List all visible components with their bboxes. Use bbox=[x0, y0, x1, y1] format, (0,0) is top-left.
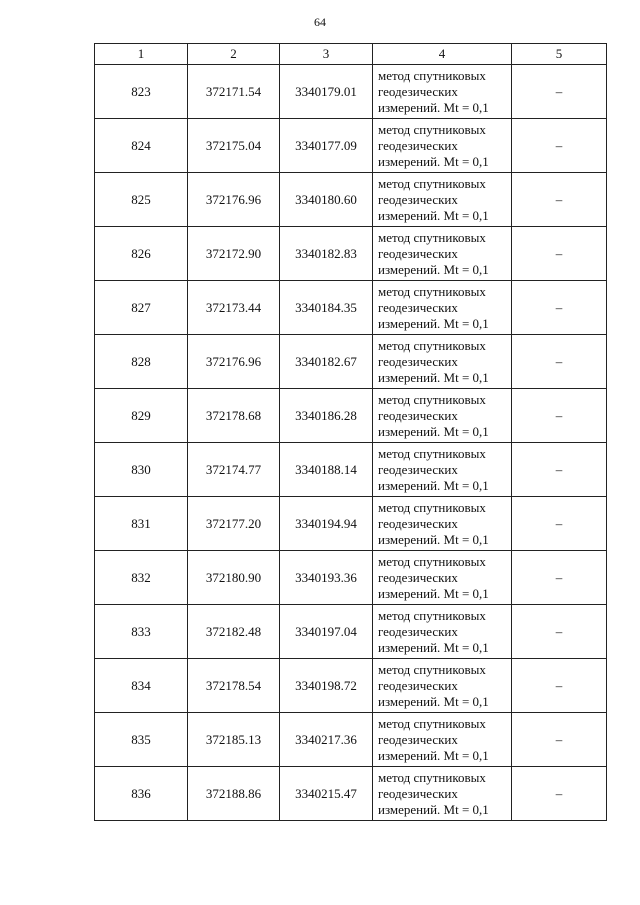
y-coordinate-cell: 3340188.14 bbox=[280, 443, 373, 497]
y-coordinate-cell: 3340194.94 bbox=[280, 497, 373, 551]
header-col-5: 5 bbox=[512, 44, 607, 65]
y-coordinate-cell: 3340182.67 bbox=[280, 335, 373, 389]
point-number-cell: 836 bbox=[95, 767, 188, 821]
method-cell: метод спутниковых геодезических измерений. Mt = 0,1 bbox=[373, 767, 512, 821]
note-cell: – bbox=[512, 281, 607, 335]
y-coordinate-cell: 3340184.35 bbox=[280, 281, 373, 335]
table-row bbox=[95, 65, 607, 119]
method-cell: метод спутниковых геодезических измерений. Mt = 0,1 bbox=[373, 335, 512, 389]
point-number-cell: 835 bbox=[95, 713, 188, 767]
point-number-cell: 834 bbox=[95, 659, 188, 713]
method-cell: метод спутниковых геодезических измерений. Mt = 0,1 bbox=[373, 281, 512, 335]
point-number-cell: 832 bbox=[95, 551, 188, 605]
note-cell: – bbox=[512, 713, 607, 767]
point-number-cell: 833 bbox=[95, 605, 188, 659]
method-cell: метод спутниковых геодезических измерений. Mt = 0,1 bbox=[373, 173, 512, 227]
x-coordinate-cell: 372182.48 bbox=[188, 605, 280, 659]
x-coordinate-cell: 372178.54 bbox=[188, 659, 280, 713]
method-cell: метод спутниковых геодезических измерений. Mt = 0,1 bbox=[373, 65, 512, 119]
method-cell: метод спутниковых геодезических измерений. Mt = 0,1 bbox=[373, 713, 512, 767]
note-cell: – bbox=[512, 173, 607, 227]
note-cell: – bbox=[512, 119, 607, 173]
table-row bbox=[95, 335, 607, 389]
method-cell: метод спутниковых геодезических измерений. Mt = 0,1 bbox=[373, 605, 512, 659]
table-row bbox=[95, 497, 607, 551]
point-number-cell: 827 bbox=[95, 281, 188, 335]
y-coordinate-cell: 3340180.60 bbox=[280, 173, 373, 227]
table-row bbox=[95, 281, 607, 335]
point-number-cell: 828 bbox=[95, 335, 188, 389]
method-cell: метод спутниковых геодезических измерений. Mt = 0,1 bbox=[373, 551, 512, 605]
x-coordinate-cell: 372178.68 bbox=[188, 389, 280, 443]
point-number-cell: 829 bbox=[95, 389, 188, 443]
table-body bbox=[95, 65, 607, 821]
note-cell: – bbox=[512, 497, 607, 551]
x-coordinate-cell: 372176.96 bbox=[188, 173, 280, 227]
table-row bbox=[95, 173, 607, 227]
point-number-cell: 826 bbox=[95, 227, 188, 281]
note-cell: – bbox=[512, 443, 607, 497]
y-coordinate-cell: 3340186.28 bbox=[280, 389, 373, 443]
x-coordinate-cell: 372177.20 bbox=[188, 497, 280, 551]
table-header bbox=[95, 44, 607, 65]
x-coordinate-cell: 372180.90 bbox=[188, 551, 280, 605]
y-coordinate-cell: 3340177.09 bbox=[280, 119, 373, 173]
note-cell: – bbox=[512, 335, 607, 389]
point-number-cell: 830 bbox=[95, 443, 188, 497]
method-cell: метод спутниковых геодезических измерений. Mt = 0,1 bbox=[373, 443, 512, 497]
table-row bbox=[95, 551, 607, 605]
table-row bbox=[95, 659, 607, 713]
table-row bbox=[95, 227, 607, 281]
table-row bbox=[95, 605, 607, 659]
page-number: 64 bbox=[314, 15, 326, 29]
table-row bbox=[95, 389, 607, 443]
y-coordinate-cell: 3340198.72 bbox=[280, 659, 373, 713]
coordinates-table bbox=[94, 43, 607, 821]
header-col-4: 4 bbox=[373, 44, 512, 65]
y-coordinate-cell: 3340179.01 bbox=[280, 65, 373, 119]
x-coordinate-cell: 372172.90 bbox=[188, 227, 280, 281]
y-coordinate-cell: 3340193.36 bbox=[280, 551, 373, 605]
y-coordinate-cell: 3340215.47 bbox=[280, 767, 373, 821]
x-coordinate-cell: 372174.77 bbox=[188, 443, 280, 497]
table-row bbox=[95, 767, 607, 821]
header-col-3: 3 bbox=[280, 44, 373, 65]
method-cell: метод спутниковых геодезических измерений. Mt = 0,1 bbox=[373, 227, 512, 281]
x-coordinate-cell: 372185.13 bbox=[188, 713, 280, 767]
y-coordinate-cell: 3340217.36 bbox=[280, 713, 373, 767]
note-cell: – bbox=[512, 659, 607, 713]
method-cell: метод спутниковых геодезических измерений. Mt = 0,1 bbox=[373, 389, 512, 443]
point-number-cell: 825 bbox=[95, 173, 188, 227]
x-coordinate-cell: 372176.96 bbox=[188, 335, 280, 389]
table-row bbox=[95, 119, 607, 173]
table-row bbox=[95, 443, 607, 497]
method-cell: метод спутниковых геодезических измерений. Mt = 0,1 bbox=[373, 497, 512, 551]
header-col-1: 1 bbox=[95, 44, 188, 65]
note-cell: – bbox=[512, 65, 607, 119]
y-coordinate-cell: 3340197.04 bbox=[280, 605, 373, 659]
x-coordinate-cell: 372188.86 bbox=[188, 767, 280, 821]
note-cell: – bbox=[512, 605, 607, 659]
point-number-cell: 824 bbox=[95, 119, 188, 173]
x-coordinate-cell: 372173.44 bbox=[188, 281, 280, 335]
header-col-2: 2 bbox=[188, 44, 280, 65]
x-coordinate-cell: 372171.54 bbox=[188, 65, 280, 119]
note-cell: – bbox=[512, 767, 607, 821]
header-row bbox=[95, 44, 607, 65]
note-cell: – bbox=[512, 551, 607, 605]
note-cell: – bbox=[512, 389, 607, 443]
point-number-cell: 823 bbox=[95, 65, 188, 119]
y-coordinate-cell: 3340182.83 bbox=[280, 227, 373, 281]
x-coordinate-cell: 372175.04 bbox=[188, 119, 280, 173]
table-row bbox=[95, 713, 607, 767]
point-number-cell: 831 bbox=[95, 497, 188, 551]
method-cell: метод спутниковых геодезических измерений. Mt = 0,1 bbox=[373, 659, 512, 713]
method-cell: метод спутниковых геодезических измерений. Mt = 0,1 bbox=[373, 119, 512, 173]
note-cell: – bbox=[512, 227, 607, 281]
